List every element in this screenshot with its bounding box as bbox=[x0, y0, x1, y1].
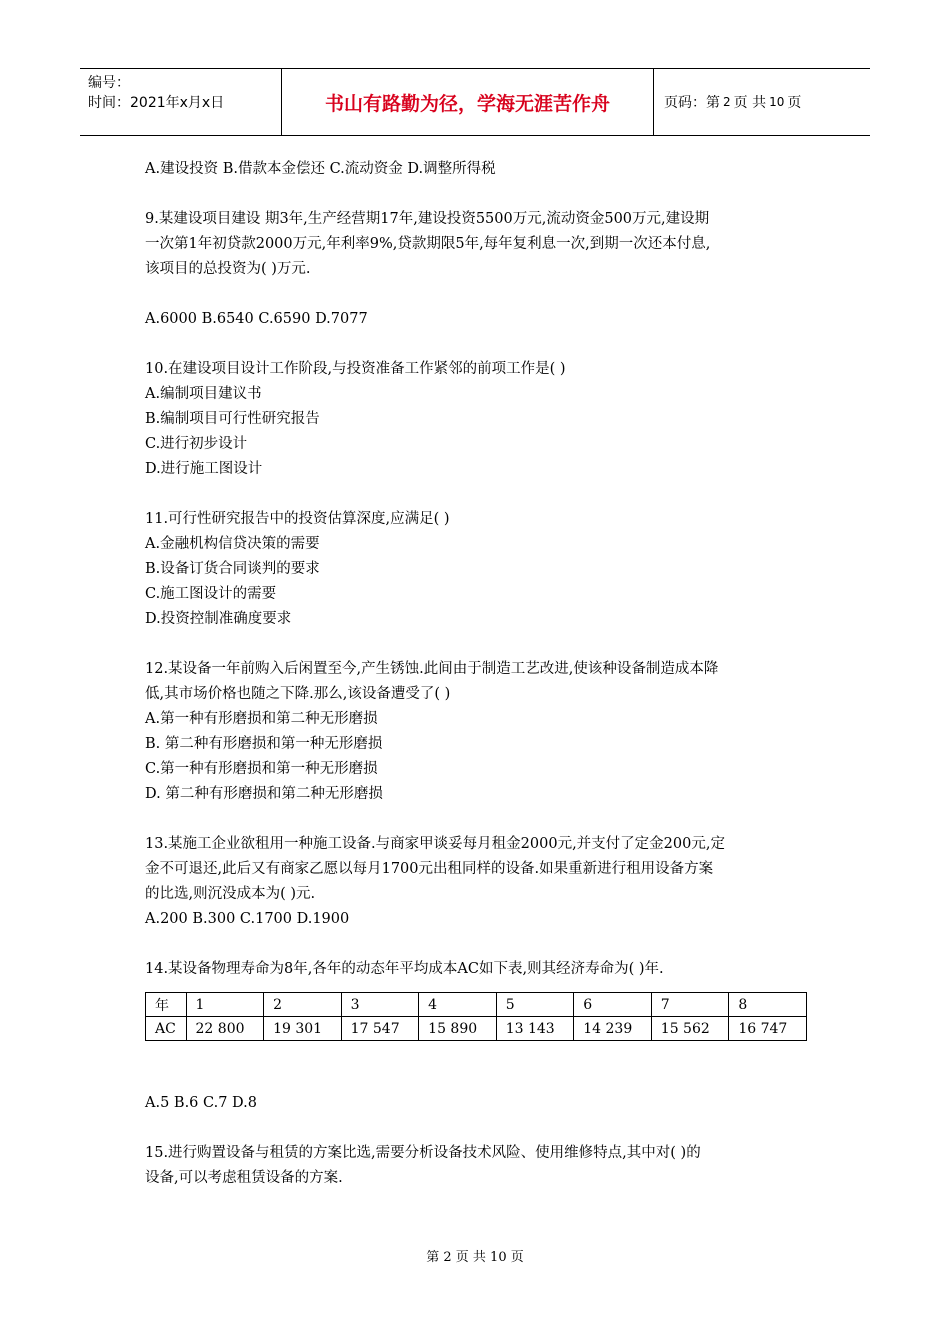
document-body bbox=[145, 157, 815, 1191]
table-cell: 4 bbox=[419, 993, 497, 1017]
blank-line bbox=[145, 332, 815, 357]
text-line: 金不可退还,此后又有商家乙愿以每月1700元出租同样的设备.如果重新进行租用设备方案 bbox=[145, 861, 714, 877]
text-line: A.200 B.300 C.1700 D.1900 bbox=[145, 911, 350, 927]
header-meta bbox=[80, 69, 282, 135]
page-footer: 第 2 页 共 10 页 bbox=[426, 1250, 524, 1265]
text-line: 12.某设备一年前购入后闲置至今,产生锈蚀.此间由于制造工艺改进,使该种设备制造成本降 bbox=[145, 661, 719, 677]
blank-line bbox=[145, 932, 815, 957]
question-text-block-2 bbox=[145, 1091, 815, 1191]
blank-line bbox=[145, 282, 815, 307]
text-line: 10.在建设项目设计工作阶段,与投资准备工作紧邻的前项工作是( ) bbox=[145, 361, 566, 377]
page-number: 2 bbox=[723, 95, 731, 109]
blank-line bbox=[145, 182, 815, 207]
table-cell: 3 bbox=[341, 993, 419, 1017]
table-cell: 22 800 bbox=[186, 1017, 264, 1041]
table-cell: 15 562 bbox=[651, 1017, 729, 1041]
date-label: 时间：2021年x月x日 bbox=[88, 95, 225, 111]
text-line: 13.某施工企业欲租用一种施工设备.与商家甲谈妥每月租金2000元,并支付了定金200元,定 bbox=[145, 836, 725, 852]
table-row bbox=[146, 993, 807, 1017]
blank-line bbox=[145, 1116, 815, 1141]
page-suffix: 页 bbox=[787, 95, 802, 111]
text-line: 该项目的总投资为( )万元. bbox=[145, 261, 311, 277]
text-line: A.建设投资 B.借款本金偿还 C.流动资金 D.调整所得税 bbox=[145, 161, 496, 177]
text-line: C.进行初步设计 bbox=[145, 436, 248, 452]
table-cell: 14 239 bbox=[574, 1017, 652, 1041]
page-prefix: 页码：第 bbox=[664, 95, 720, 111]
table-cell: 13 143 bbox=[496, 1017, 574, 1041]
text-line: A.编制项目建议书 bbox=[145, 386, 262, 402]
text-line: A.5 B.6 C.7 D.8 bbox=[145, 1095, 257, 1111]
text-line: D.进行施工图设计 bbox=[145, 461, 263, 477]
text-line: D.投资控制准确度要求 bbox=[145, 611, 292, 627]
text-line: 14.某设备物理寿命为8年,各年的动态年平均成本AC如下表,则其经济寿命为( )年. bbox=[145, 961, 664, 977]
table-cell: 8 bbox=[729, 993, 807, 1017]
text-line: A.第一种有形磨损和第二种无形磨损 bbox=[145, 711, 378, 727]
text-line: 一次第1年初贷款2000万元,年利率9%,贷款期限5年,每年复利息一次,到期一次还本付息, bbox=[145, 236, 711, 252]
table-cell: 7 bbox=[651, 993, 729, 1017]
text-line: 低,其市场价格也随之下降.那么,该设备遭受了( ) bbox=[145, 686, 451, 702]
page-mid: 页 共 bbox=[733, 95, 767, 111]
text-line: D. 第二种有形磨损和第二种无形磨损 bbox=[145, 786, 383, 802]
table-cell: 16 747 bbox=[729, 1017, 807, 1041]
table-cell: 19 301 bbox=[264, 1017, 342, 1041]
table-cell: 15 890 bbox=[419, 1017, 497, 1041]
text-line: B. 第二种有形磨损和第一种无形磨损 bbox=[145, 736, 383, 752]
table-cell: 1 bbox=[186, 993, 264, 1017]
header-page-info bbox=[654, 69, 870, 135]
table-row-header: 年 bbox=[146, 993, 187, 1017]
text-line: 设备,可以考虑租赁设备的方案. bbox=[145, 1170, 343, 1186]
page-header bbox=[80, 68, 870, 136]
table-cell: 6 bbox=[574, 993, 652, 1017]
table-cell: 17 547 bbox=[341, 1017, 419, 1041]
blank-line bbox=[145, 807, 815, 832]
ac-cost-table bbox=[145, 992, 807, 1041]
code-label: 编号： bbox=[88, 75, 130, 91]
question-text-block bbox=[145, 157, 815, 982]
text-line: C.施工图设计的需要 bbox=[145, 586, 277, 602]
text-line: A.6000 B.6540 C.6590 D.7077 bbox=[145, 311, 368, 327]
blank-line bbox=[145, 482, 815, 507]
text-line: 15.进行购置设备与租赁的方案比选,需要分析设备技术风险、使用维修特点,其中对( )的 bbox=[145, 1145, 701, 1161]
page-total: 10 bbox=[769, 95, 785, 109]
text-line: C.第一种有形磨损和第一种无形磨损 bbox=[145, 761, 378, 777]
table-cell: 2 bbox=[264, 993, 342, 1017]
blank-line bbox=[145, 632, 815, 657]
text-line: A.金融机构信贷决策的需要 bbox=[145, 536, 320, 552]
text-line: B.设备订货合同谈判的要求 bbox=[145, 561, 320, 577]
table-row-header: AC bbox=[146, 1017, 187, 1041]
header-motto: 书山有路勤为径，学海无涯苦作舟 bbox=[282, 69, 654, 135]
text-line: B.编制项目可行性研究报告 bbox=[145, 411, 320, 427]
table-cell: 5 bbox=[496, 993, 574, 1017]
text-line: 11.可行性研究报告中的投资估算深度,应满足( ) bbox=[145, 511, 450, 527]
table-row bbox=[146, 1017, 807, 1041]
text-line: 的比选,则沉没成本为( )元. bbox=[145, 886, 316, 902]
text-line: 9.某建设项目建设 期3年,生产经营期17年,建设投资5500万元,流动资金500万元,建设期 bbox=[145, 211, 710, 227]
